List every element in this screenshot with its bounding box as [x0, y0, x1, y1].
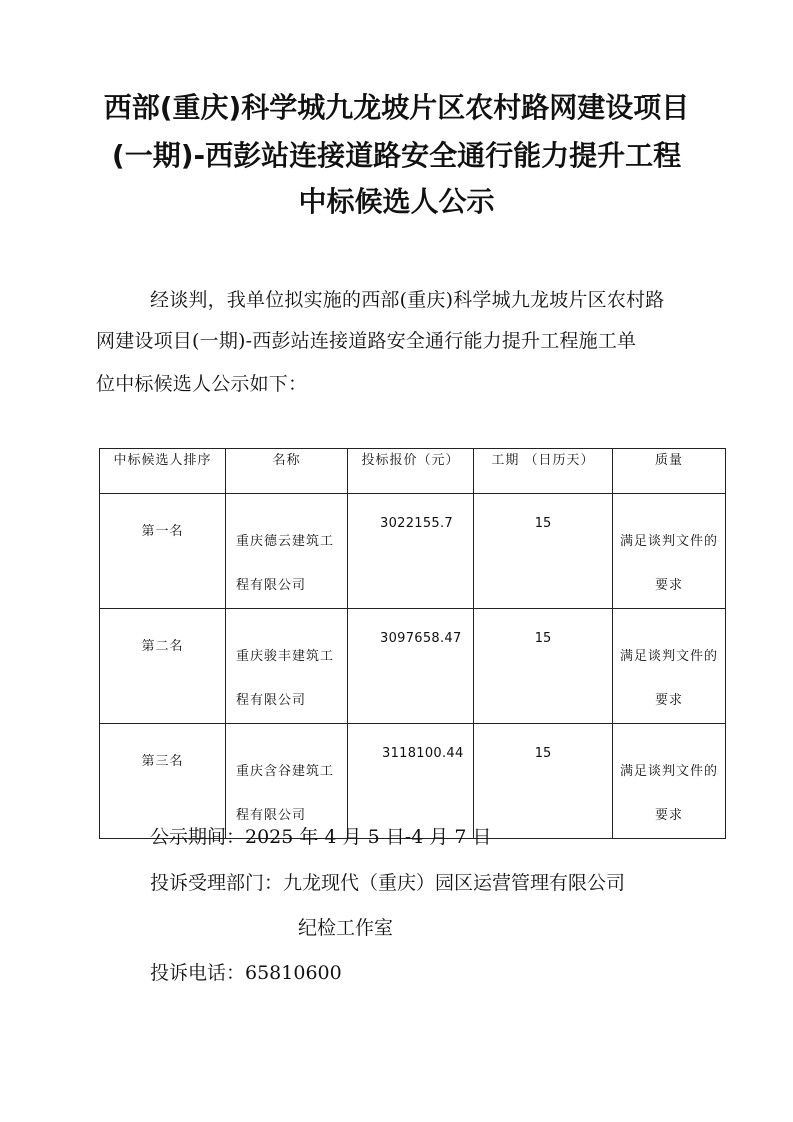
document-title-line-3: 中标候选人公示: [298, 185, 495, 218]
header-period: 工期 （日历天）: [474, 449, 613, 494]
table-row: [100, 609, 726, 724]
cell-rank: 第一名: [100, 494, 226, 609]
header-name: 名称: [226, 449, 348, 494]
cell-quality-line: 要求: [654, 578, 683, 593]
intro-line-2: 网建设项目(一期)-西彭站连接道路安全通行能力提升工程施工单: [96, 330, 637, 352]
table-row: [100, 494, 726, 609]
header-quality: 质量: [613, 449, 726, 494]
intro-line-3: 位中标候选人公示如下：: [96, 373, 308, 395]
cell-quality-line: 要求: [654, 808, 683, 823]
complaint-phone: 投诉电话：65810600: [150, 962, 342, 984]
cell-name: [226, 494, 348, 609]
cell-name-line: 程有限公司: [236, 578, 307, 593]
cell-quality-line: 满足谈判文件的: [619, 764, 718, 779]
cell-period: 15: [474, 724, 613, 839]
cell-price: 3022155.7: [348, 494, 474, 609]
cell-rank: 第三名: [100, 724, 226, 839]
cell-period: 15: [474, 494, 613, 609]
cell-name-line: 重庆德云建筑工: [236, 534, 335, 549]
complaint-department-continued: 纪检工作室: [298, 917, 394, 939]
cell-quality: [613, 609, 726, 724]
cell-period: 15: [474, 609, 613, 724]
cell-name-line: 程有限公司: [236, 808, 307, 823]
candidates-table: [99, 448, 726, 839]
cell-quality: [613, 724, 726, 839]
header-price: 投标报价（元）: [348, 449, 474, 494]
header-rank: 中标候选人排序: [100, 449, 226, 494]
table-header-row: [100, 449, 726, 494]
cell-name: [226, 609, 348, 724]
cell-quality-line: 满足谈判文件的: [619, 534, 718, 549]
cell-name-line: 重庆骏丰建筑工: [236, 649, 335, 664]
document-title-line-1: 西部(重庆)科学城九龙坡片区农村路网建设项目: [103, 91, 690, 124]
cell-quality: [613, 494, 726, 609]
intro-line-1: 经谈判，我单位拟实施的西部(重庆)科学城九龙坡片区农村路: [150, 289, 665, 311]
cell-rank: 第二名: [100, 609, 226, 724]
cell-name-line: 程有限公司: [236, 693, 307, 708]
cell-quality-line: 满足谈判文件的: [619, 649, 718, 664]
cell-quality-line: 要求: [654, 693, 683, 708]
cell-price: 3097658.47: [348, 609, 474, 724]
cell-name-line: 重庆含谷建筑工: [236, 764, 335, 779]
document-title-line-2: (一期)-西彭站连接道路安全通行能力提升工程: [111, 139, 682, 172]
complaint-department: 投诉受理部门：九龙现代（重庆）园区运营管理有限公司: [150, 872, 626, 894]
cell-price: 3118100.44: [348, 724, 474, 839]
notice-period: 公示期间：2025 年 4 月 5 日-4 月 7 日: [150, 826, 492, 848]
